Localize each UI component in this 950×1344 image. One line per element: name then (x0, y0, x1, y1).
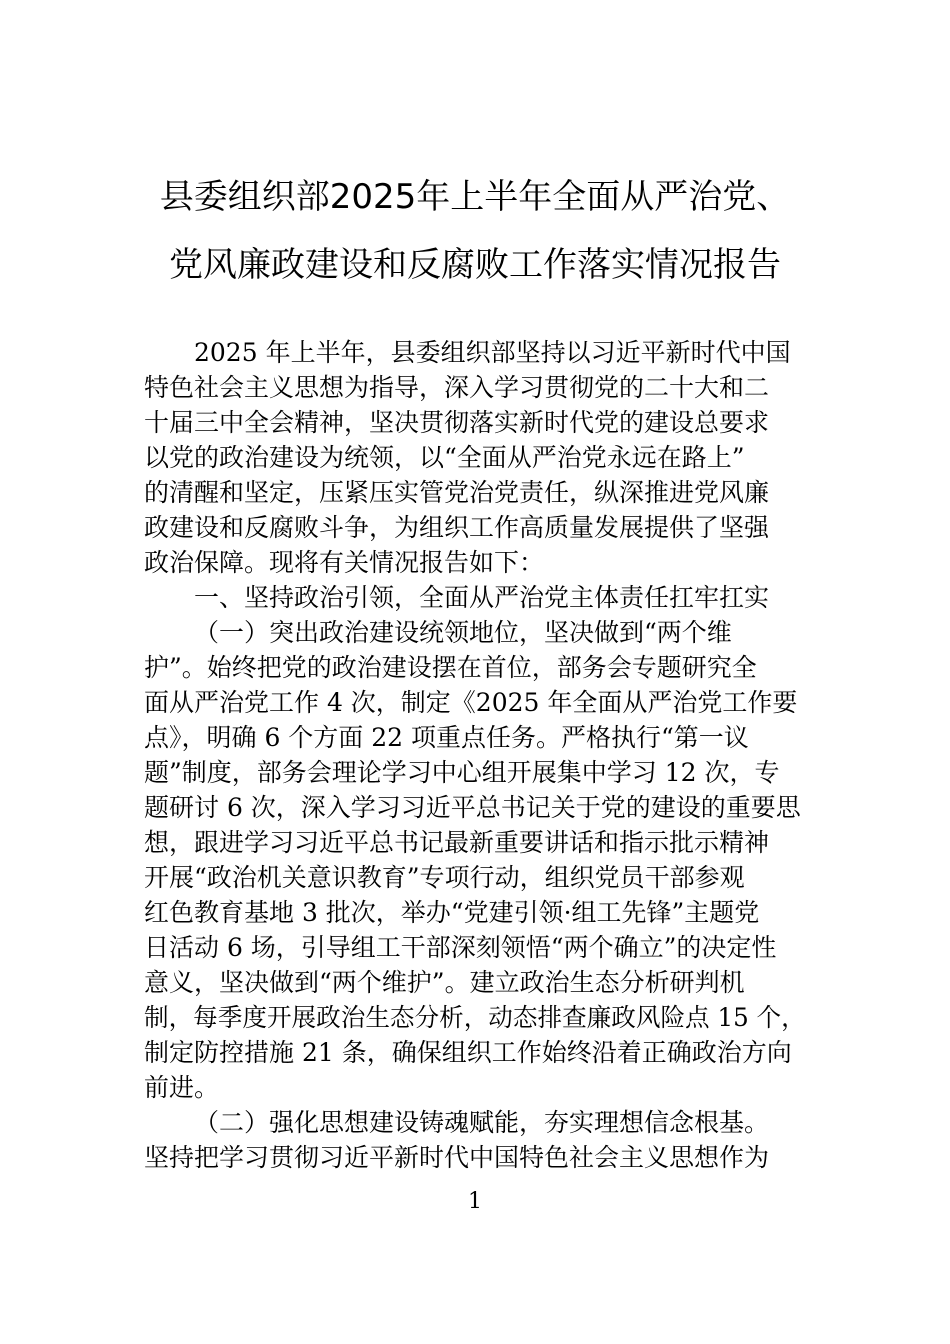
body-line: 日活动 6 场，引导组工干部深刻领悟“两个确立”的决定性 (144, 933, 777, 962)
body-line: 政建设和反腐败斗争，为组织工作高质量发展提供了坚强 (144, 513, 770, 542)
document-title-line-2: 党风廉政建设和反腐败工作落实情况报告 (169, 245, 781, 285)
body-line: （一）突出政治建设统领地位，坚决做到“两个维 (194, 618, 732, 647)
body-line: 特色社会主义思想为指导，深入学习贯彻党的二十大和二 (144, 373, 770, 402)
body-line: 2025 年上半年，县委组织部坚持以习近平新时代中国 (194, 338, 791, 367)
body-line: （二）强化思想建设铸魂赋能，夯实理想信念根基。 (194, 1108, 770, 1137)
body-line: 十届三中全会精神，坚决贯彻落实新时代党的建设总要求 (144, 408, 770, 437)
page-number: 1 (468, 1189, 482, 1214)
body-line: 政治保障。现将有关情况报告如下： (144, 548, 545, 577)
body-line: 点》，明确 6 个方面 22 项重点任务。严格执行“第一议 (144, 723, 749, 752)
body-line: 题”制度，部务会理论学习中心组开展集中学习 12 次，专 (144, 758, 780, 787)
document-title-line-1: 县委组织部2025年上半年全面从严治党、 (159, 177, 791, 217)
body-line: 的清醒和坚定，压紧压实管党治党责任，纵深推进党风廉 (144, 478, 770, 507)
body-line: 题研讨 6 次，深入学习习近平总书记关于党的建设的重要思 (144, 793, 801, 822)
body-line: 制定防控措施 21 条，确保组织工作始终沿着正确政治方向 (144, 1038, 792, 1067)
section-heading: 一、坚持政治引领，全面从严治党主体责任扛牢扛实 (194, 583, 770, 612)
body-line: 想，跟进学习习近平总书记最新重要讲话和指示批示精神 (144, 828, 770, 857)
body-line: 面从严治党工作 4 次，制定《2025 年全面从严治党工作要 (144, 688, 798, 717)
body-line: 坚持把学习贯彻习近平新时代中国特色社会主义思想作为 (144, 1143, 770, 1172)
body-line: 护”。始终把党的政治建设摆在首位，部务会专题研究全 (144, 653, 757, 682)
body-line: 开展“政治机关意识教育”专项行动，组织党员干部参观 (144, 863, 745, 892)
body-line: 意义，坚决做到“两个维护”。建立政治生态分析研判机 (144, 968, 745, 997)
body-line: 前进。 (144, 1073, 220, 1102)
body-line: 以党的政治建设为统领，以“全面从严治党永远在路上” (144, 443, 745, 472)
body-line: 红色教育基地 3 批次，举办“党建引领·组工先锋”主题党 (144, 898, 760, 927)
body-line: 制，每季度开展政治生态分析，动态排查廉政风险点 15 个， (144, 1003, 806, 1032)
